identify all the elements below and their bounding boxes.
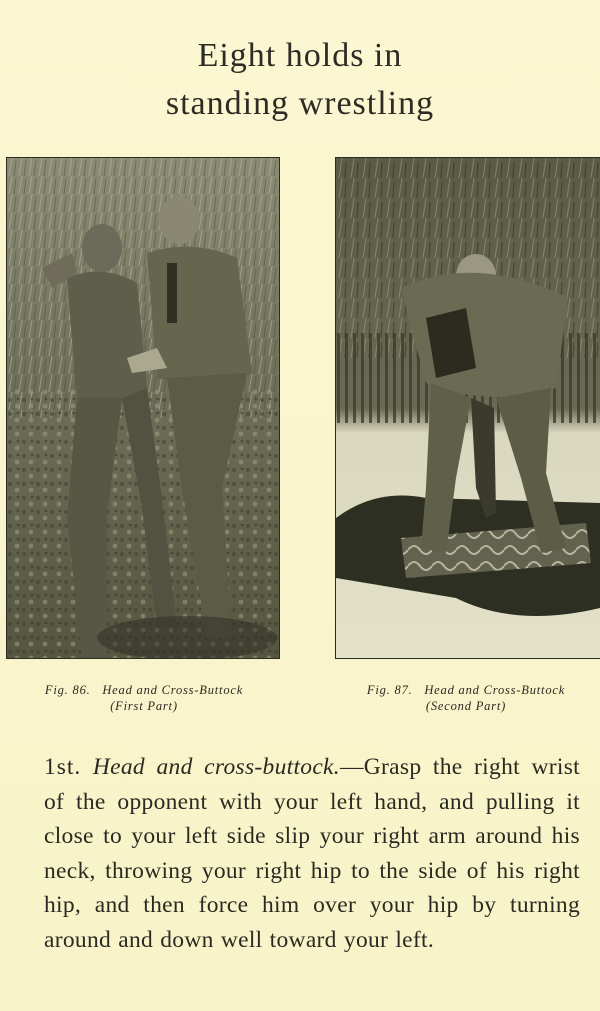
figure-86-photo (6, 157, 280, 659)
title-line-2: standing wrestling (165, 85, 435, 122)
figure-87-caption (332, 682, 600, 714)
figure-87-photo (335, 157, 600, 659)
figure-86-image (7, 158, 279, 658)
hold-heading: Head and cross-buttock. (92, 754, 340, 780)
figure-87-subtitle: (Second Part) (425, 699, 507, 713)
title-line-1: Eight holds in (197, 37, 403, 74)
hold-ordinal: 1st. (44, 754, 82, 780)
hold-description-paragraph (44, 750, 580, 957)
figure-86-label: Fig. 86. (44, 683, 91, 697)
figure-86-subtitle: (First Part) (110, 699, 178, 713)
figure-87-image (336, 158, 600, 658)
page-title (0, 32, 600, 128)
figure-86-title: Head and Cross-Buttock (102, 683, 244, 697)
figure-87-title: Head and Cross-Buttock (424, 683, 566, 697)
hold-text: —Grasp the right wrist of the opponent with your left hand, and pulling it close to your left side slip your right arm around his neck, throwing your right hip to the side of his right hip, and then force him over your hip by turning around and down well toward your left. (44, 754, 580, 953)
figure-86-caption (8, 682, 280, 714)
figure-87-label: Fig. 87. (366, 683, 413, 697)
